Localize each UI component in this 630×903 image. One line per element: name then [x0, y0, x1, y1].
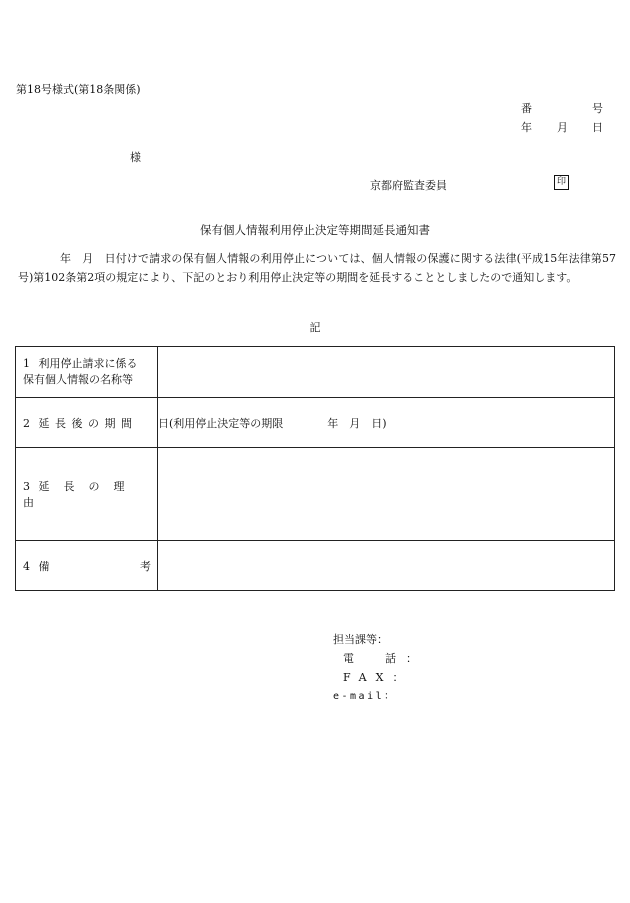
document-title: 保有個人情報利用停止決定等期間延長通知書	[200, 223, 430, 237]
number-prefix: 番	[521, 102, 532, 115]
form-number: 第18号様式(第18条関係)	[16, 83, 141, 96]
contact-fax: FAX：	[343, 671, 413, 684]
row-number: 4	[23, 559, 30, 573]
row-label	[16, 541, 158, 591]
number-suffix: 号	[592, 102, 603, 115]
row-label-text-a: 備	[38, 559, 50, 573]
seal-stamp: 印	[554, 175, 569, 190]
row-label-line2: 保有個人情報の名称等	[23, 373, 133, 386]
row-value	[158, 448, 615, 541]
date-year: 年	[521, 121, 532, 134]
row-label-text: 延長の理由	[23, 480, 139, 509]
ki-heading: 記	[309, 321, 321, 334]
notice-body: 年 月 日付けで請求の保有個人情報の利用停止については、個人情報の保護に関する法律(平成15年法律第57号)第102条第2項の規定により、下記のとおり利用停止決定等の期間を延長することとしましたので通知します。	[18, 252, 616, 284]
row-value	[158, 347, 615, 398]
row-label-text-b: 考	[140, 559, 151, 573]
contact-block	[333, 630, 427, 706]
row-label-text: 延長後の期間	[38, 416, 138, 430]
row-number: 2	[23, 416, 30, 430]
row-label-line1: 利用停止請求に係る	[38, 357, 138, 370]
row-label	[16, 448, 158, 541]
date-month: 月	[557, 121, 568, 134]
contact-email: e-mail：	[333, 691, 397, 702]
table-row	[16, 541, 615, 591]
row-number: 3	[23, 480, 30, 493]
row-value: 日(利用停止決定等の期限 年 月 日)	[158, 398, 615, 448]
contact-section: 担当課等：	[333, 633, 388, 646]
table-row	[16, 448, 615, 541]
row-label	[16, 398, 158, 448]
row-number: 1	[23, 357, 30, 370]
date-day: 日	[592, 121, 603, 134]
table-row	[16, 398, 615, 448]
table-row	[16, 347, 615, 398]
row-label	[16, 347, 158, 398]
contact-phone: 電 話：	[343, 652, 427, 665]
issuer-name: 京都府監査委員	[370, 179, 447, 192]
addressee-suffix: 様	[130, 151, 141, 164]
row-value	[158, 541, 615, 591]
details-table	[15, 346, 615, 591]
